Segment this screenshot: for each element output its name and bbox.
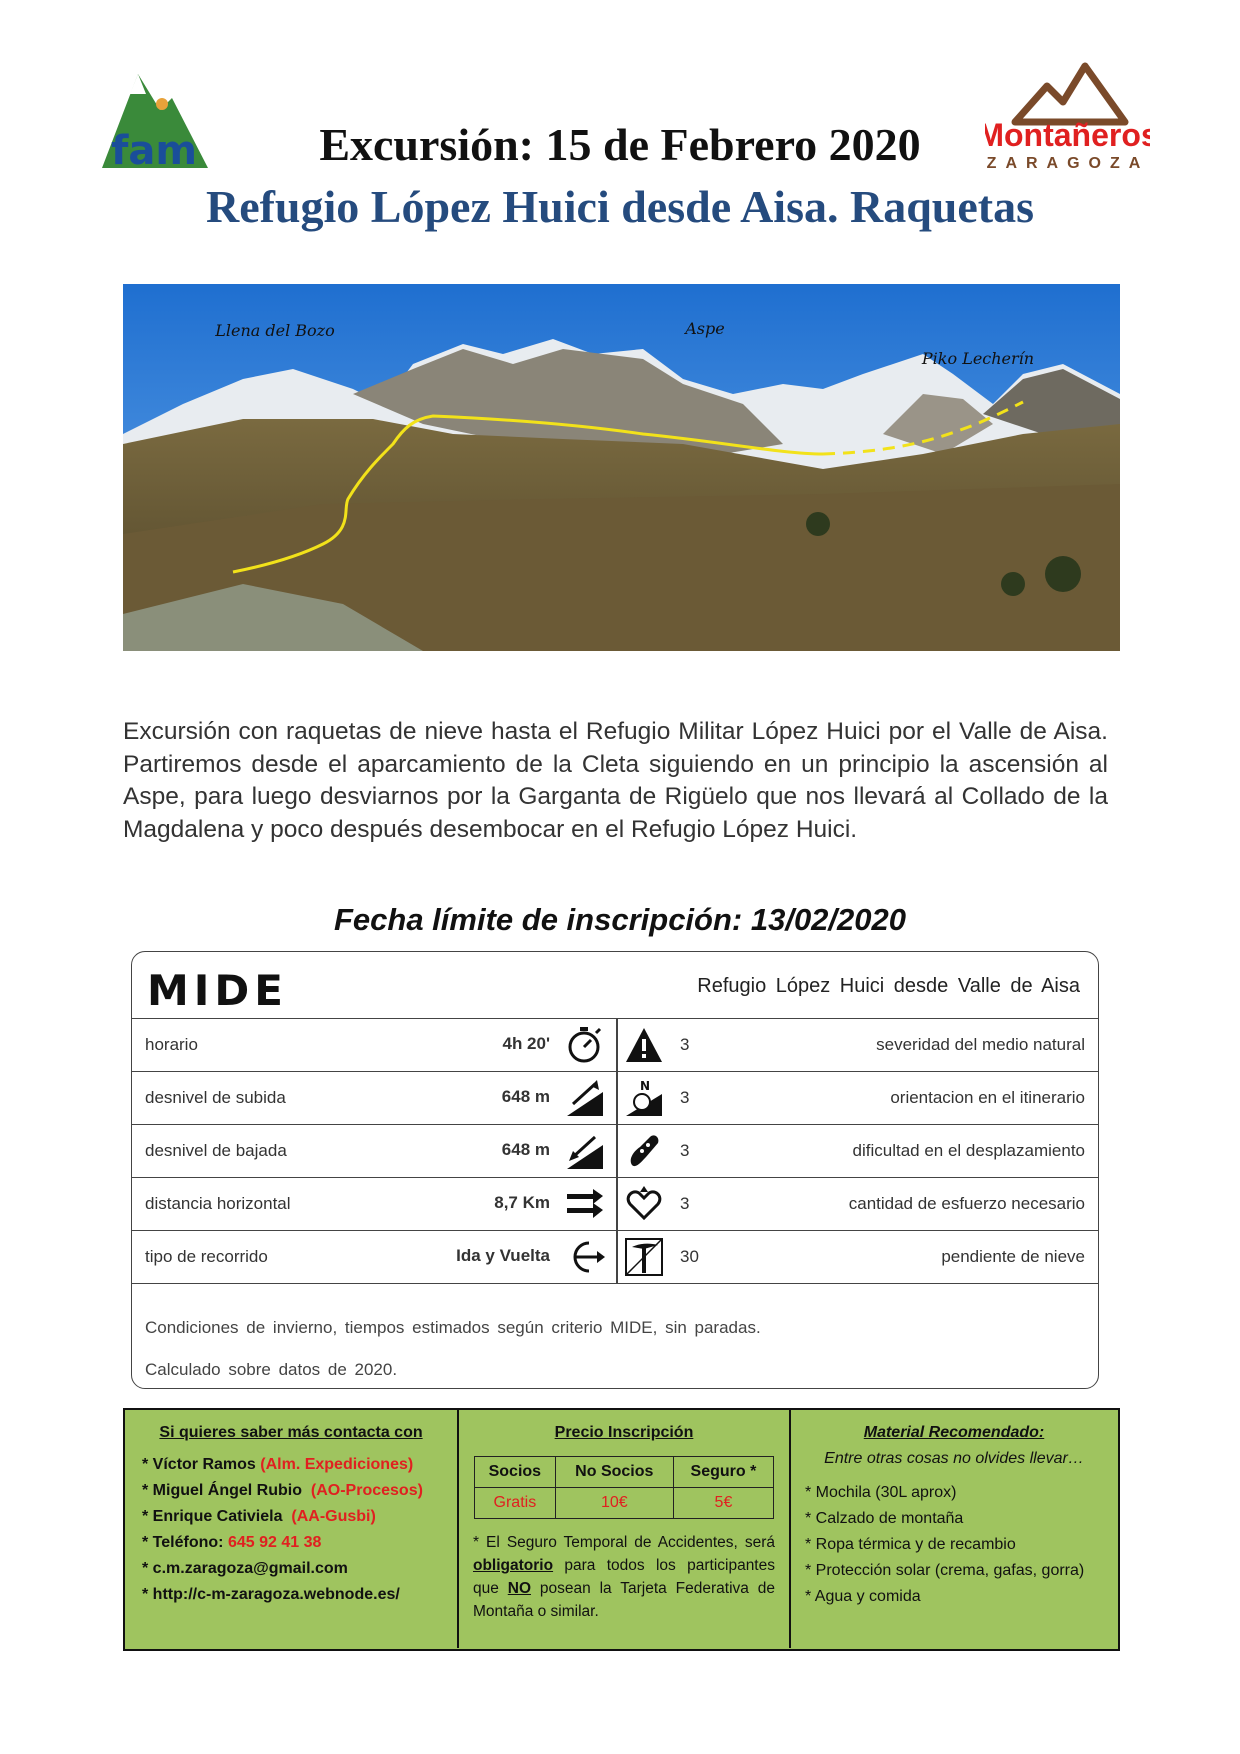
- zaragoza-logo-text: ZARAGOZA: [986, 155, 1150, 172]
- phone-label: * Teléfono:: [142, 1534, 224, 1551]
- contact-name: * Enrique Cativiela: [142, 1508, 283, 1525]
- material-item: * Ropa térmica y de recambio: [805, 1536, 1016, 1553]
- peak-label-piko: Piko Lecherín: [921, 349, 1035, 368]
- ascent-icon: [565, 1078, 605, 1118]
- price-value: 5€: [673, 1488, 773, 1519]
- mide-divider: [616, 1019, 618, 1071]
- material-item: * Mochila (30L aprox): [805, 1484, 957, 1501]
- contact-role: (AO-Procesos): [310, 1482, 423, 1499]
- registration-deadline: Fecha límite de inscripción: 13/02/2020: [333, 902, 907, 937]
- mide-score: 3: [680, 1141, 690, 1160]
- price-value: Gratis: [475, 1488, 556, 1519]
- mide-note-conditions: Condiciones de invierno, tiempos estimados según criterio MIDE, sin paradas.: [145, 1318, 761, 1337]
- contact-person: [142, 1478, 457, 1504]
- mide-divider: [616, 1231, 618, 1283]
- material-subtitle: Entre otras cosas no olvides llevar…: [824, 1450, 1084, 1467]
- contact-person: [142, 1452, 457, 1478]
- mide-row-distancia: [132, 1178, 1098, 1231]
- mide-criterion: cantidad de esfuerzo necesario: [848, 1194, 1085, 1213]
- distance-icon: [565, 1184, 605, 1224]
- price-header: Socios: [475, 1457, 556, 1488]
- mide-logo: MIDE: [147, 966, 288, 1015]
- heart-icon: [624, 1184, 664, 1224]
- pricing-column: [459, 1410, 791, 1648]
- mide-row-desnivel-subida: [132, 1072, 1098, 1125]
- montaneros-logo-text: Montañeros: [985, 117, 1150, 153]
- mide-row-value: Ida y Vuelta: [456, 1246, 550, 1265]
- mountain-photo: [123, 284, 1120, 651]
- mide-row-tipo: [132, 1231, 1098, 1284]
- mide-criterion: dificultad en el desplazamiento: [852, 1141, 1085, 1160]
- mide-note-calculated: Calculado sobre datos de 2020.: [145, 1360, 398, 1379]
- mide-row-label: distancia horizontal: [145, 1194, 291, 1213]
- ice-axe-icon: [624, 1237, 664, 1277]
- mide-row-value: 8,7 Km: [494, 1193, 550, 1212]
- contact-column: [125, 1410, 459, 1648]
- mide-criterion: orientacion en el itinerario: [890, 1088, 1085, 1107]
- phone-number[interactable]: 645 92 41 38: [227, 1534, 322, 1551]
- insurance-note: [459, 1519, 789, 1623]
- mide-row-desnivel-bajada: [132, 1125, 1098, 1178]
- insurance-note-emphasis: NO: [507, 1580, 531, 1597]
- descent-icon: [565, 1131, 605, 1171]
- contact-web[interactable]: * http://c-m-zaragoza.webnode.es/: [142, 1586, 400, 1603]
- mide-divider: [616, 1178, 618, 1230]
- price-table: [474, 1456, 774, 1519]
- mide-criterion: pendiente de nieve: [941, 1247, 1085, 1266]
- insurance-note-text: para todos los participantes que: [473, 1557, 775, 1597]
- contact-title: Si quieres saber más contacta con: [159, 1424, 423, 1441]
- mide-row-label: horario: [145, 1035, 198, 1054]
- mide-notes: [145, 1307, 761, 1389]
- mide-row-horario: [132, 1019, 1098, 1072]
- mide-row-value: 4h 20': [502, 1034, 550, 1053]
- info-panel: [123, 1408, 1120, 1651]
- insurance-note-emphasis: obligatorio: [473, 1557, 554, 1574]
- mide-row-label: desnivel de subida: [145, 1088, 286, 1107]
- boot-icon: [624, 1131, 664, 1171]
- material-item: * Agua y comida: [805, 1588, 921, 1605]
- stopwatch-icon: [565, 1025, 605, 1065]
- mide-row-label: desnivel de bajada: [145, 1141, 287, 1160]
- contact-list: [125, 1452, 457, 1608]
- intro-paragraph: Excursión con raquetas de nieve hasta el Refugio Militar López Huici por el Valle de Aisa. Partiremos desde el aparcamiento de la Cleta siguiendo en un principio la ascensión al Aspe, para luego desviarnos por la Garganta de Rigüelo que nos llevará al Collado de la Magdalena y poco después desembocar en el Refugio López Huici.: [123, 718, 1108, 843]
- mide-row-label: tipo de recorrido: [145, 1247, 268, 1266]
- mide-divider: [616, 1072, 618, 1124]
- contact-name: * Víctor Ramos: [142, 1456, 256, 1473]
- round-trip-icon: [565, 1237, 605, 1277]
- compass-icon: [624, 1078, 664, 1118]
- warning-icon: [624, 1025, 664, 1065]
- fam-logo-text: fam: [110, 128, 198, 170]
- mide-card: [131, 951, 1099, 1389]
- mide-score: 3: [680, 1088, 690, 1107]
- insurance-note-text: * El Seguro Temporal de Accidentes, será: [473, 1534, 775, 1551]
- peak-label-aspe: Aspe: [685, 319, 725, 338]
- mide-row-value: 648 m: [501, 1140, 550, 1159]
- contact-role: (Alm. Expediciones): [260, 1456, 414, 1473]
- mide-header: [132, 952, 1098, 1019]
- mide-route-name: Refugio López Huici desde Valle de Aisa: [697, 975, 1080, 997]
- mide-row-value: 648 m: [501, 1087, 550, 1106]
- contact-role: (AA-Gusbi): [291, 1508, 376, 1525]
- mide-score: 3: [680, 1194, 690, 1213]
- material-title: Material Recomendado:: [863, 1424, 1045, 1441]
- page-subtitle: Refugio López Huici desde Aisa. Raquetas: [205, 181, 1035, 232]
- page-title: Excursión: 15 de Febrero 2020: [319, 119, 921, 170]
- contact-name: * Miguel Ángel Rubio: [142, 1482, 302, 1499]
- svg-text:N: N: [640, 1079, 651, 1093]
- peak-label-llena: Llena del Bozo: [215, 321, 335, 340]
- mide-divider: [616, 1125, 618, 1177]
- mide-score: 30: [680, 1247, 699, 1266]
- mide-score: 3: [680, 1035, 690, 1054]
- contact-phone: [142, 1530, 457, 1556]
- pricing-title: Precio Inscripción: [554, 1424, 694, 1441]
- price-header: Seguro *: [673, 1457, 773, 1488]
- insurance-note-text: posean la Tarjeta Federativa de Montaña o similar.: [473, 1580, 776, 1620]
- material-item: * Calzado de montaña: [805, 1510, 964, 1527]
- material-list: [791, 1480, 1117, 1610]
- mide-criterion: severidad del medio natural: [876, 1035, 1085, 1054]
- contact-email[interactable]: * c.m.zaragoza@gmail.com: [142, 1560, 348, 1577]
- contact-person: [142, 1504, 457, 1530]
- price-value: 10€: [555, 1488, 673, 1519]
- material-column: [791, 1410, 1117, 1648]
- price-header: No Socios: [555, 1457, 673, 1488]
- material-item: * Protección solar (crema, gafas, gorra): [805, 1562, 1085, 1579]
